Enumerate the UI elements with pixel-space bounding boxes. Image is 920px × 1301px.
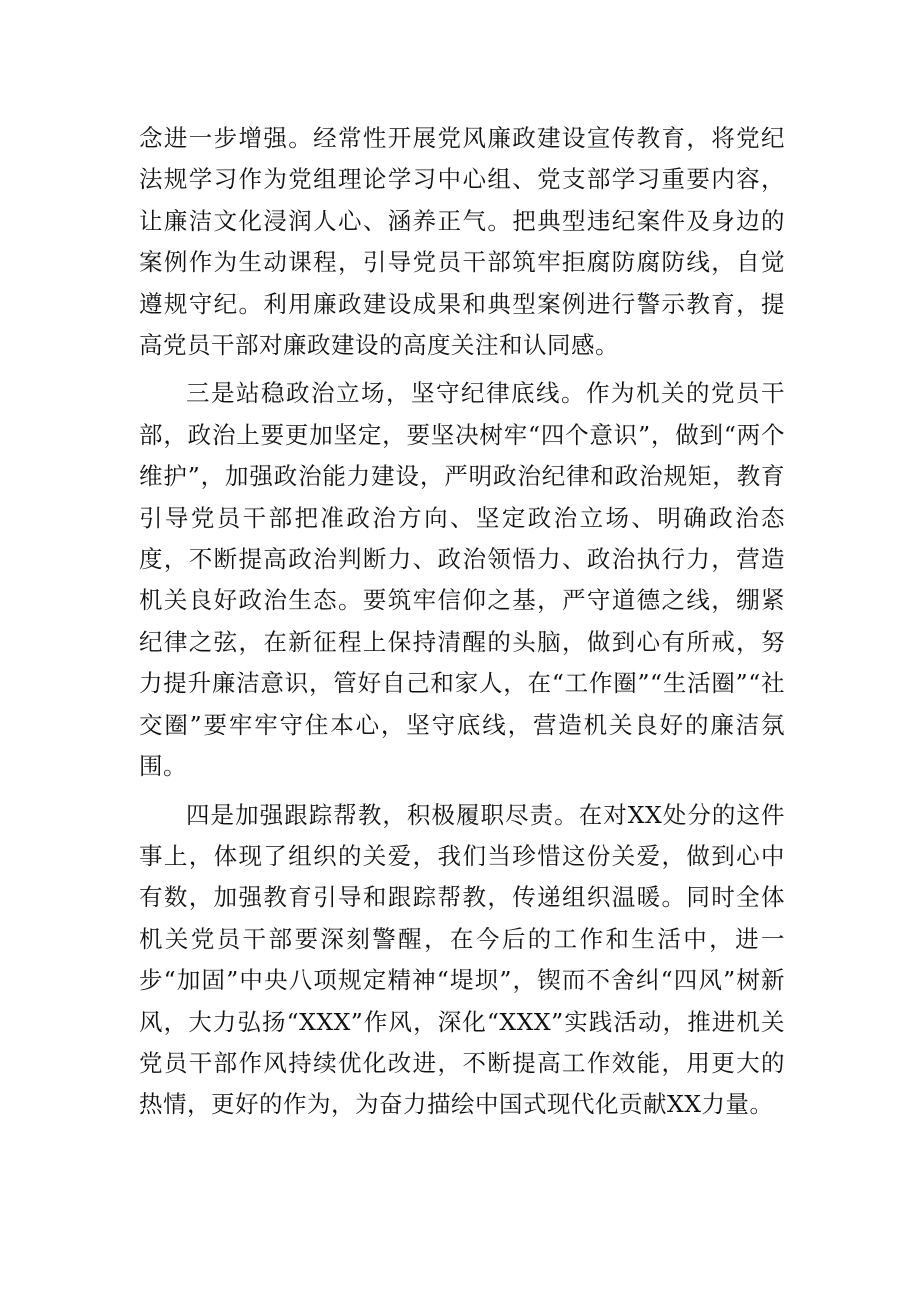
paragraph-continued: 念进一步增强。经常性开展党风廉政建设宣传教育，将党纪法规学习作为党组理论学习中心组、党支部学习重要内容，让廉洁文化浸润人心、涵养正气。把典型违纪案件及身边的案例作为生动课程，引导党员干部筑牢拒腐防腐防线，自觉遵规守纪。利用廉政建设成果和典型案例进行警示教育，提高党员干部对廉政建设的高度关注和认同感。: [139, 124, 785, 360]
document-body: [139, 118, 785, 1126]
paragraph-point-four: 四是加强跟踪帮教，积极履职尽责。在对XX处分的这件事上，体现了组织的关爱，我们当珍惜这份关爱，做到心中有数，加强教育引导和跟踪帮教，传递组织温暖。同时全体机关党员干部要深刻警醒，在今后的工作和生活中，进一步“加固”中央八项规定精神“堤坝”，锲而不舍纠“四风”树新风，大力弘扬“XXX”作风，深化“XXX”实践活动，推进机关党员干部作风持续优化改进，不断提高工作效能，用更大的热情，更好的作为，为奋力描绘中国式现代化贡献XX力量。: [139, 800, 785, 1119]
paragraph-point-three: 三是站稳政治立场，坚守纪律底线。作为机关的党员干部，政治上要更加坚定，要坚决树牢“四个意识”，做到“两个维护”，加强政治能力建设，严明政治纪律和政治规矩，教育引导党员干部把准政治方向、坚定政治立场、明确政治态度，不断提高政治判断力、政治领悟力、政治执行力，营造机关良好政治生态。要筑牢信仰之基，严守道德之线，绷紧纪律之弦，在新征程上保持清醒的头脑，做到心有所戒，努力提升廉洁意识，管好自己和家人，在“工作圈”“生活圈”“社交圈”要牢牢守住本心，坚守底线，营造机关良好的廉洁氛围。: [139, 379, 785, 781]
